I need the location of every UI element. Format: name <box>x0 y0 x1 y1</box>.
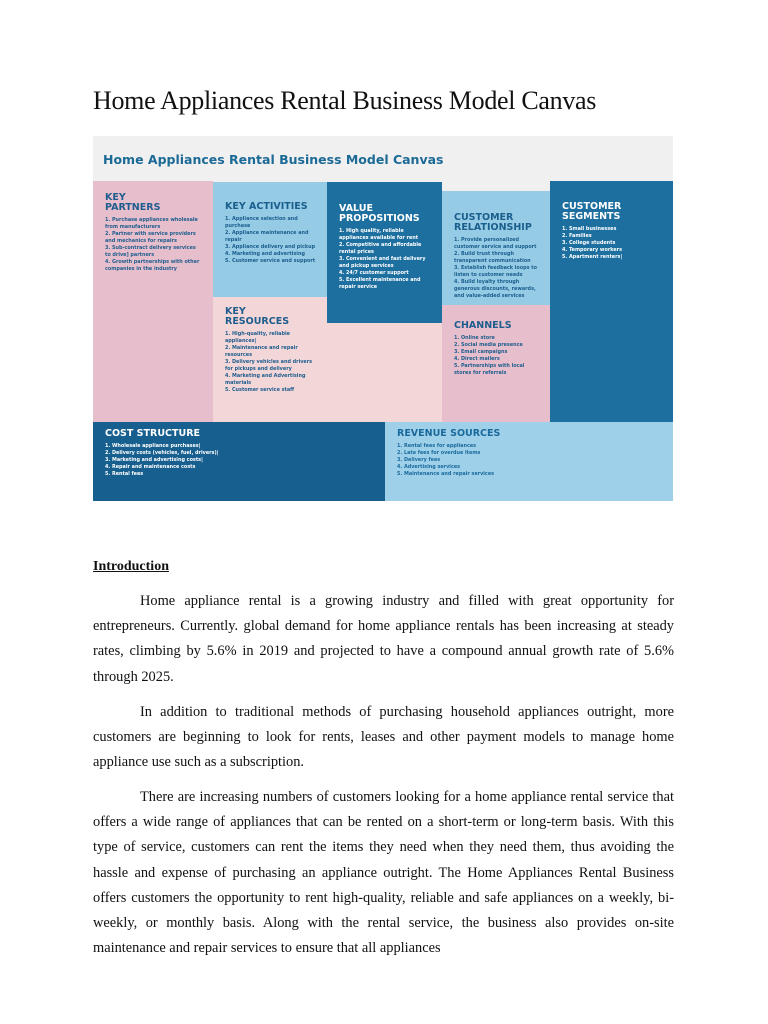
key-activities-block <box>213 182 327 297</box>
list-item: 3. Sub-contract delivery services to drive] partners <box>105 245 196 258</box>
paragraph: In addition to traditional methods of purchasing household appliances outright, more customers are beginning to look for rents, leases and other payment models to manage home appliance use such as a subscription. <box>93 704 674 771</box>
value-propositions-heading: VALUE PROPOSITIONS <box>339 203 420 224</box>
list-item: 2. Competitive and affordable rental prices <box>339 242 422 255</box>
list-item: 1. Online store <box>454 335 495 341</box>
list-item: 2. Appliance maintenance and repair <box>225 230 309 243</box>
list-item: 4. Marketing and Advertising materials <box>225 373 306 386</box>
list-item: 5. Customer service and support <box>225 258 316 264</box>
list-item: 5. Apartment renters| <box>562 254 623 260</box>
customer-segments-list <box>562 226 663 261</box>
list-item: 5. Customer service staff <box>225 387 295 393</box>
key-resources-block <box>213 297 327 422</box>
list-item: 2. Late fees for overdue items <box>397 450 481 456</box>
list-item: 3. Appliance delivery and pickup <box>225 244 316 250</box>
list-item: 3. College students <box>562 240 616 246</box>
list-item: 3. Convenient and fast delivery and pickup services <box>339 256 426 269</box>
document-title: Home Appliances Rental Business Model Canvas <box>93 86 597 115</box>
business-model-canvas <box>93 136 673 501</box>
list-item: 2. Build trust through transparent communication <box>454 251 531 264</box>
list-item: 5. Maintenance and repair services <box>397 471 495 477</box>
list-item: 1. Provide personalized customer service and support <box>454 237 537 250</box>
list-item: 3. Establish feedback loops to listen to customer needs <box>454 265 537 278</box>
list-item: 2. Families <box>562 233 592 239</box>
key-partners-list <box>105 217 203 273</box>
list-item: 1. Small businesses <box>562 226 617 232</box>
key-resources-heading: KEY RESOURCES <box>225 306 290 327</box>
paragraph: Home appliance rental is a growing industry and filled with great opportunity for entrepreneurs. Currently. global demand for home appliance rentals has been increasing at steady rates, climbing by 5.6% in 2019 and projected to have a compound annual growth rate of 5.6% through 2025. <box>93 593 674 685</box>
list-item: 1. High-quality, reliable appliances| <box>225 331 290 344</box>
list-item: 3. Delivery vehicles and drivers for pickups and delivery <box>225 359 313 372</box>
channels-heading: CHANNELS <box>454 320 512 331</box>
list-item: 2. Maintenance and repair resources <box>225 345 298 358</box>
key-activities-heading: KEY ACTIVITIES <box>225 201 308 212</box>
cost-structure-block <box>93 422 385 501</box>
key-partners-heading: KEY PARTNERS <box>105 192 161 213</box>
list-item: 1. High quality, reliable appliances available for rent <box>339 228 419 241</box>
revenue-sources-heading: REVENUE SOURCES <box>397 428 501 439</box>
introduction-heading: Introduction <box>93 559 169 574</box>
customer-segments-block <box>550 181 673 422</box>
channels-list <box>454 335 540 377</box>
customer-relationship-heading: CUSTOMER RELATIONSHIP <box>454 212 532 233</box>
value-propositions-list <box>339 228 432 291</box>
channels-block <box>442 305 550 422</box>
list-item: 3. Marketing and advertising costs| <box>105 457 203 463</box>
list-item: 4. Marketing and advertising <box>225 251 305 257</box>
canvas-title: Home Appliances Rental Business Model Canvas <box>103 152 444 167</box>
list-item: 5. Partnerships with local stores for referrals <box>454 363 525 376</box>
key-activities-list <box>225 216 317 265</box>
list-item: 3. Email campaigns <box>454 349 508 355</box>
list-item: 1. Appliance selection and purchase <box>225 216 298 229</box>
paragraph: There are increasing numbers of customers looking for a home appliance rental service that offers a wide range of appliances that can be rented on a short-term or long-term basis. With this type of service, customers can rent the items they need when they need them, thus avoiding the hassle and expense of purchasing an appliance outright. The Home Appliances Rental Business offers customers the opportunity to rent high-quality, reliable and safe appliances on a weekly, bi-weekly, or monthly basis. Along with the rental service, the business also provides on-site maintenance and repair services to ensure that all appliances <box>93 789 674 957</box>
list-item: 4. Growth partnerships with other companies in the industry <box>105 259 200 272</box>
list-item: 2. Partner with service providers and mechanics for repairs <box>105 231 196 244</box>
list-item: 5. Excellent maintenance and repair service <box>339 277 421 290</box>
customer-relationship-block <box>442 191 550 305</box>
list-item: 1. Purchase appliances wholesale from manufacturers <box>105 217 198 230</box>
list-item: 4. Repair and maintenance costs <box>105 464 196 470</box>
list-item: 4. 24/7 customer support <box>339 270 409 276</box>
list-item: 4. Direct mailers <box>454 356 500 362</box>
cost-structure-heading: COST STRUCTURE <box>105 428 200 439</box>
list-item: 2. Social media presence <box>454 342 523 348</box>
customer-segments-heading: CUSTOMER SEGMENTS <box>562 201 622 222</box>
key-resources-list <box>225 331 317 394</box>
revenue-sources-block <box>385 422 673 501</box>
value-propositions-filler <box>327 323 442 422</box>
list-item: 5. Rental fees <box>105 471 144 477</box>
key-partners-block <box>93 181 213 422</box>
value-propositions-block <box>327 182 442 323</box>
list-item: 4. Temporary workers <box>562 247 622 253</box>
revenue-sources-list <box>397 443 663 478</box>
list-item: 4. Advertising services <box>397 464 461 470</box>
list-item: 1. Rental fees for appliances <box>397 443 477 449</box>
customer-relationship-list <box>454 237 540 300</box>
cost-structure-list <box>105 443 375 478</box>
list-item: 3. Delivery fees <box>397 457 441 463</box>
list-item: 1. Wholesale appliance purchases| <box>105 443 201 449</box>
list-item: 4. Build loyalty through generous discounts, rewards, and value-added services <box>454 279 536 299</box>
list-item: 2. Delivery costs (vehicles, fuel, drivers)| <box>105 450 219 456</box>
